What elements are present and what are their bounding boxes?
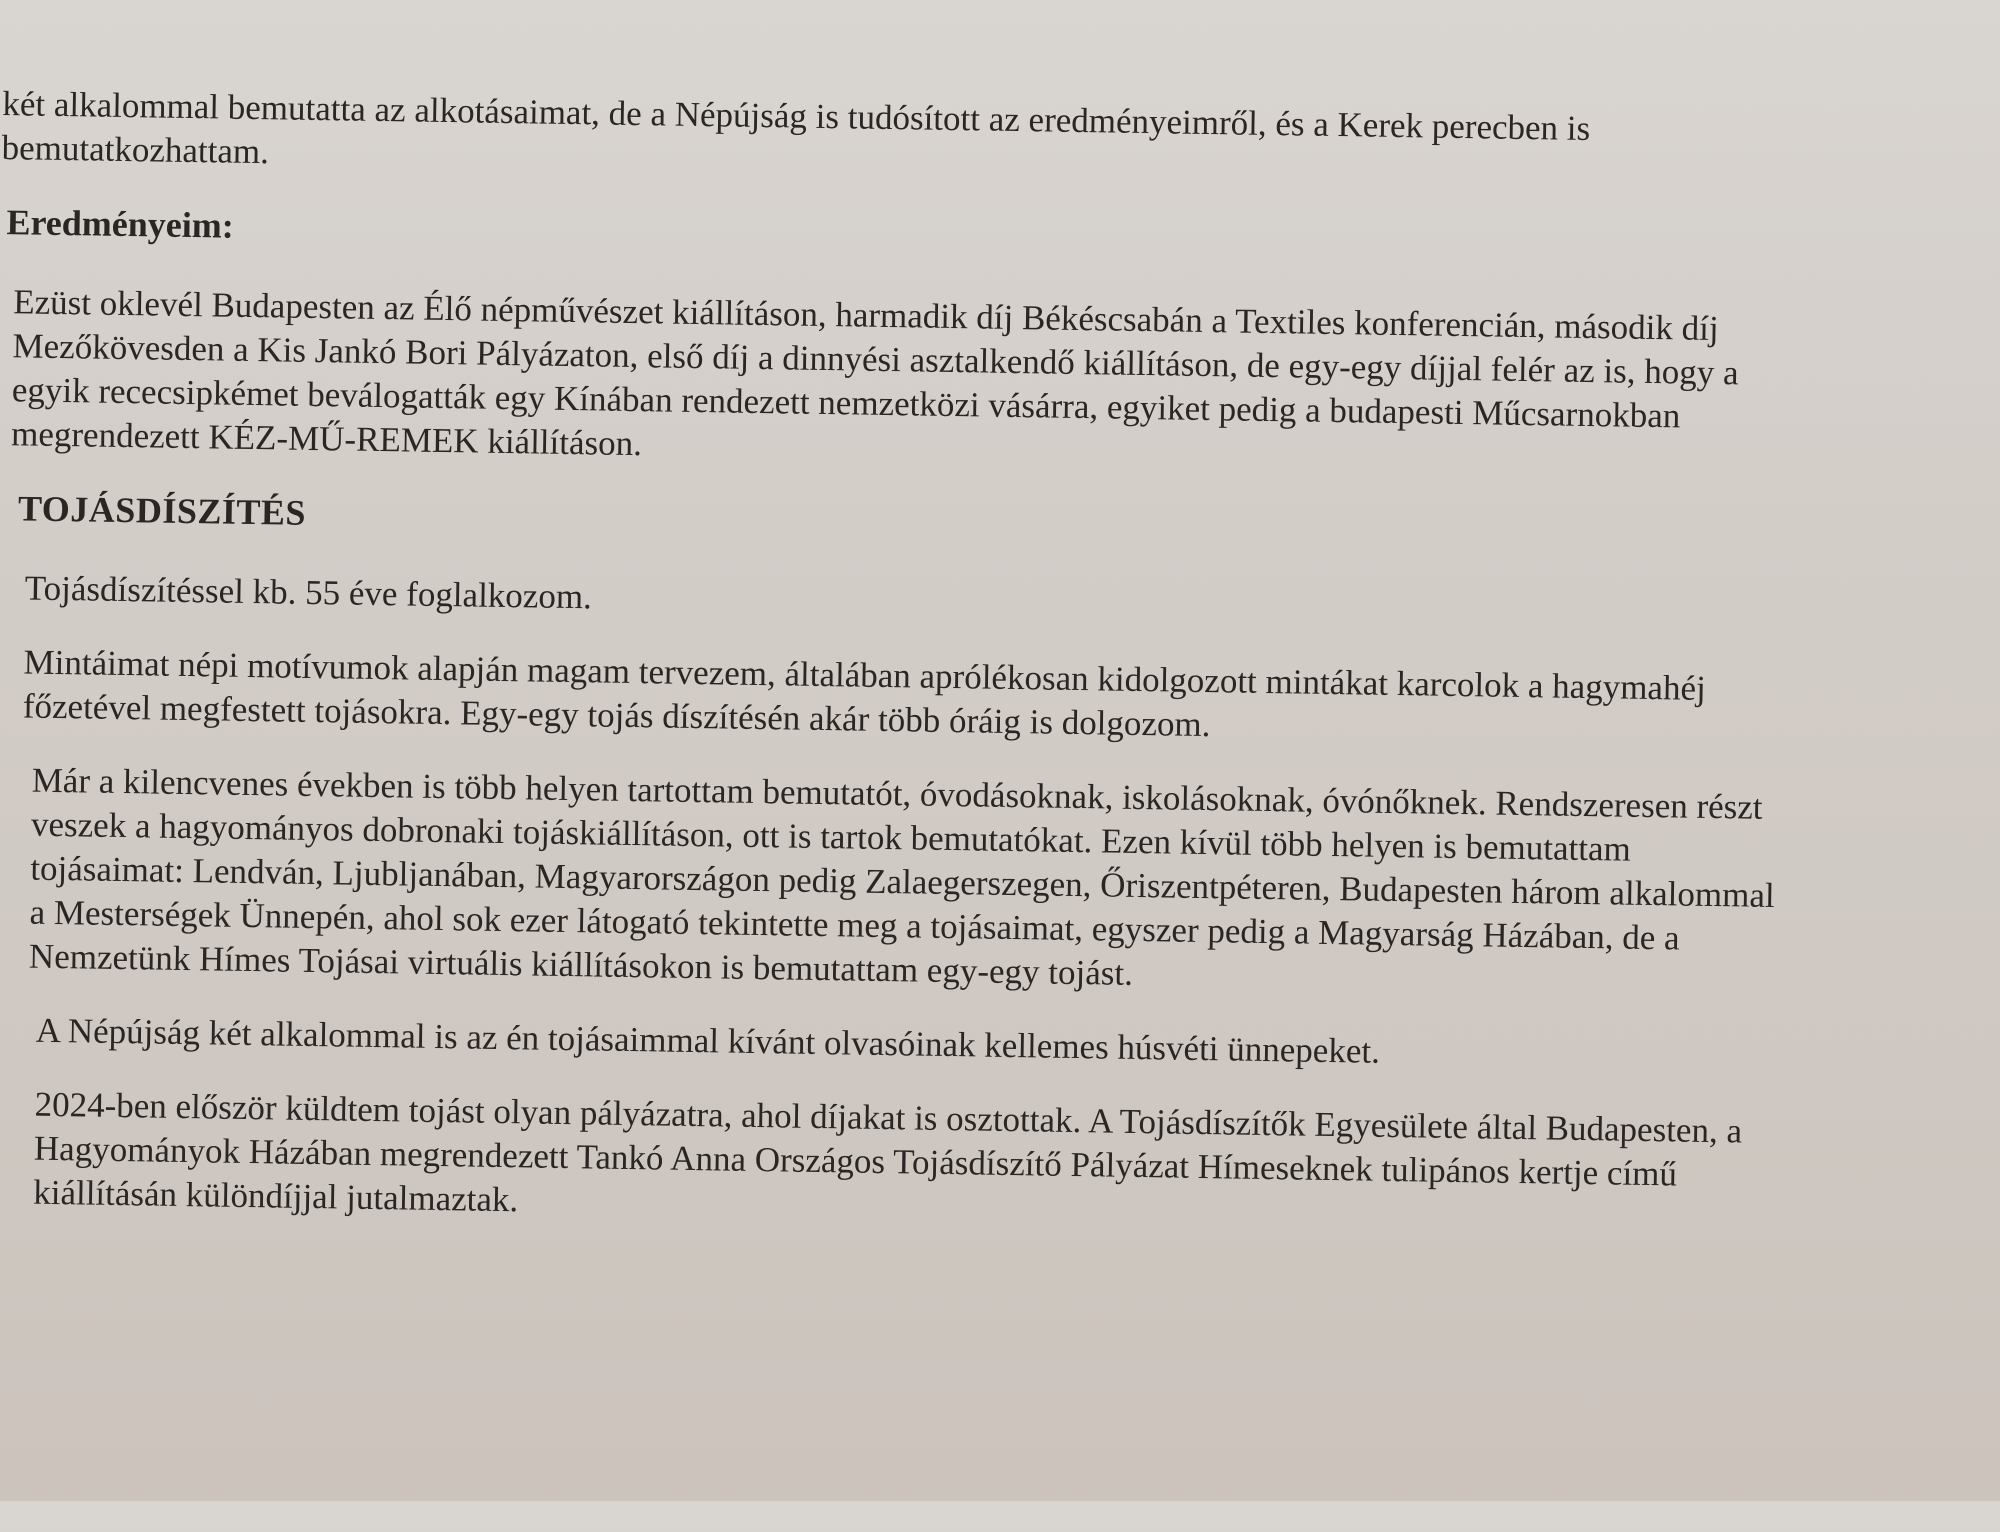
results-heading: Eredményeim: [6,202,235,246]
egg-decoration-heading: TOJÁSDÍSZÍTÉS [17,488,307,533]
egg-paragraph-3: Már a kilencvenes években is több helyen tartottam bemutatót, óvodásoknak, iskolásoknak, óvónőknek. Rendszeresen részt veszek a hagyományos dobronaki tojáskiállításon, ott is tartok bemutatókat. Ezen kívül több helyen is bemutattam tojásaimat: Lendván, Ljubljanában, Magyarországon pedig Zalaegerszegen, Őriszentpéteren, Budapesten három alkalommal a Mesterségek Ünnepén, ahol sok ezer látogató tekintette meg a tojásaimat, egyszer pedig a Magyarság Házában, de a Nemzetünk Hímes Tojásai virtuális kiállításokon is bemutattam egy-egy tojást. [28,760,1775,993]
egg-paragraph-2: Mintáimat népi motívumok alapján magam tervezem, általában aprólékosan kidolgozott mintákat karcolok a hagymahéj főzetével megfestett tojásokra. Egy-egy tojás díszítésén akár több óráig is dolgozom. [22,642,1707,745]
results-paragraph: Ezüst oklevél Budapesten az Élő népművészet kiállításon, harmadik díj Békéscsabán a Textiles konferencián, második díj Mezőkövesden a Kis Jankó Bori Pályázaton, első díj a dinnyési asztalkendő kiállításon, de egy-egy díjjal felér az is, hogy a egyik rececsipkémet beválogatták egy Kínában rendezett nemzetközi vásárra, egyiket pedig a budapesti Műcsarnokban megrendezett KÉZ-MŰ-REMEK kiállításon. [10,282,1739,464]
egg-paragraph-1: Tojásdíszítéssel kb. 55 éve foglalkozom. [24,568,593,617]
egg-paragraph-5: 2024-ben először küldtem tojást olyan pályázatra, ahol díjakat is osztottak. A Tojásdíszítők Egyesülete által Budapesten, a Hagyományok Házában megrendezett Tankó Anna Országos Tojásdíszítő Pályázat Hímeseknek tulipános kertje című kiállításán különdíjjal jutalmaztak. [32,1084,1743,1220]
egg-paragraph-4: A Népújság két alkalommal is az én tojásaimmal kívánt olvasóinak kellemes húsvéti ünnepeket. [35,1010,1381,1071]
intro-paragraph: két alkalommal bemutatta az alkotásaimat, de a Népújság is tudósított az eredményeimről, és a Kerek perecben is bemutatkozhattam. [1,84,1591,172]
document-body [0,82,1994,1275]
